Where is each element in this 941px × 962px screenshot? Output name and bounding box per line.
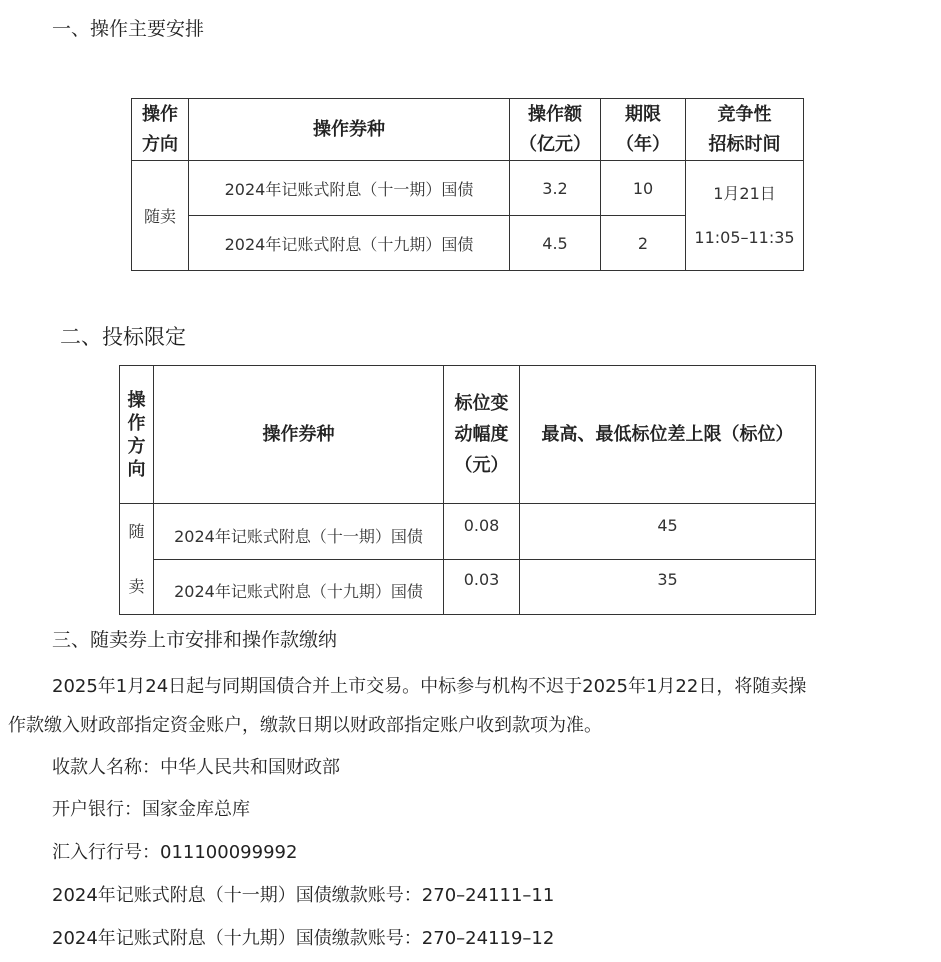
paragraph-line: 2025年1月24日起与同期国债合并上市交易。中标参与机构不迟于2025年1月22日，将随卖操 [52,676,807,697]
header-bond: 操作券种 [154,366,444,504]
section-heading-1: 一、操作主要安排 [52,18,205,40]
header-bond: 操作券种 [189,99,510,161]
cell-bond: 2024年记账式附息（十九期）国债 [154,559,444,615]
account-number-1: 2024年记账式附息（十一期）国债缴款账号：270–24111–11 [52,885,555,906]
paragraph-line: 作款缴入财政部指定资金账户，缴款日期以财政部指定账户收到款项为准。 [8,715,602,736]
header-term: 期限 （年） [601,99,686,161]
table-header-row [120,366,816,504]
cell-direction: 随 卖 [120,504,154,615]
cell-term: 10 [601,161,686,216]
cell-bond: 2024年记账式附息（十一期）国债 [154,504,444,560]
header-amount: 操作额 （亿元） [510,99,601,161]
table-header-row [132,99,804,161]
cell-limit: 35 [520,559,816,615]
cell-direction: 随卖 [132,161,189,271]
section-heading-3: 三、随卖券上市安排和操作款缴纳 [52,629,338,651]
cell-limit: 45 [520,504,816,560]
account-number-2: 2024年记账式附息（十九期）国债缴款账号：270–24119–12 [52,928,555,949]
cell-bond: 2024年记账式附息（十一期）国债 [189,161,510,216]
cell-change: 0.03 [444,559,520,615]
header-bid-time: 竞争性 招标时间 [686,99,804,161]
header-change: 标位变 动幅度 （元） [444,366,520,504]
bid-limit-table [119,365,816,615]
cell-amount: 3.2 [510,161,601,216]
cell-bid-time: 1月21日 11:05–11:35 [686,161,804,271]
header-direction: 操 作 方 向 [120,366,154,504]
cell-amount: 4.5 [510,216,601,271]
operation-arrangement-table [131,98,804,271]
table-row [132,161,804,216]
header-limit: 最高、最低标位差上限（标位） [520,366,816,504]
bank-number: 汇入行行号：011100099992 [52,842,298,863]
payee-name: 收款人名称：中华人民共和国财政部 [52,757,340,778]
cell-change: 0.08 [444,504,520,560]
header-direction: 操作 方向 [132,99,189,161]
bank-name: 开户银行：国家金库总库 [52,799,250,820]
cell-term: 2 [601,216,686,271]
table-row [120,504,816,560]
section-heading-2: 二、投标限定 [60,325,186,349]
cell-bond: 2024年记账式附息（十九期）国债 [189,216,510,271]
table-row [120,559,816,615]
